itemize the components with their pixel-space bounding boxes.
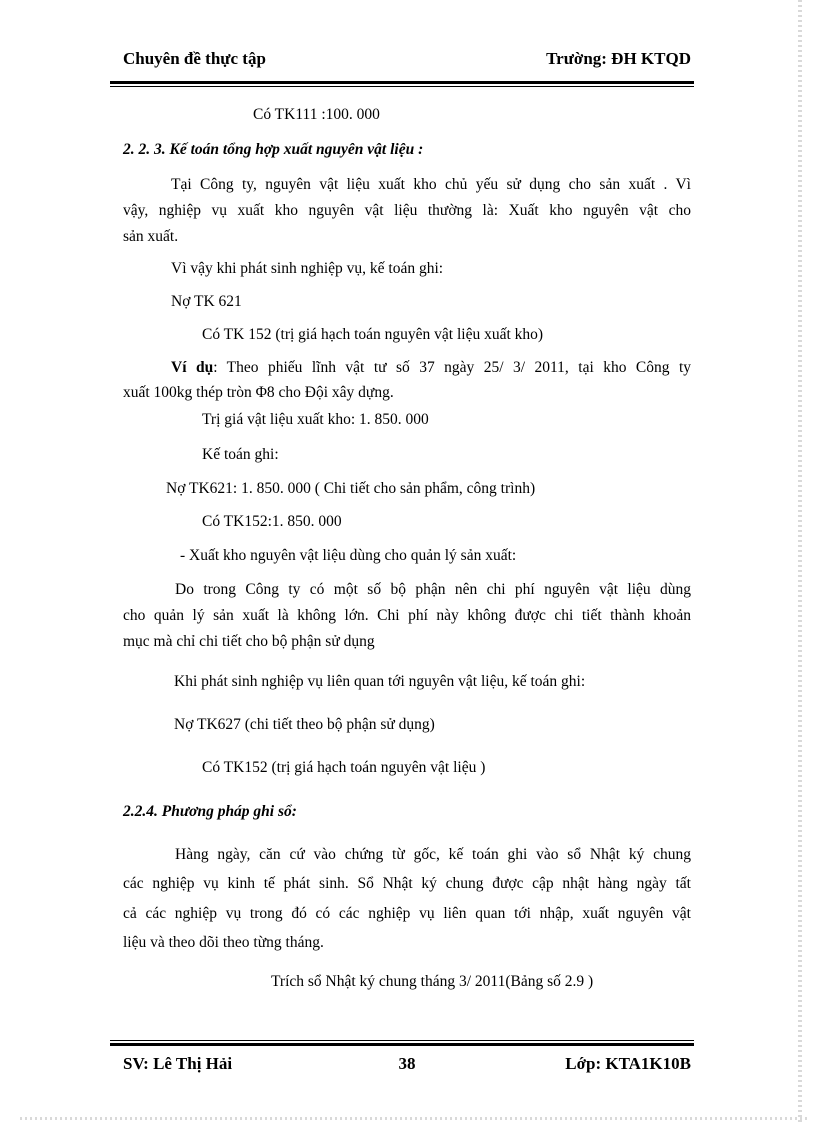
page-number: 38 <box>398 1054 416 1073</box>
body-line: Có TK111 :100. 000 <box>253 106 380 123</box>
body-line: Vì vậy khi phát sinh nghiệp vụ, kế toán ghi: <box>171 260 444 277</box>
example-line <box>123 358 691 378</box>
paragraph-line: sản xuất. <box>123 228 179 245</box>
page-border-bottom <box>20 1117 810 1120</box>
body-line: Có TK152 (trị giá hạch toán nguyên vật liệu ) <box>202 759 486 776</box>
header-left: Chuyên đề thực tập <box>123 49 266 68</box>
table-caption: Trích sổ Nhật ký chung tháng 3/ 2011(Bảng số 2.9 ) <box>271 973 594 990</box>
body-line: Trị giá vật liệu xuất kho: 1. 850. 000 <box>202 411 429 428</box>
header-right: Trường: ĐH KTQD <box>546 49 691 68</box>
body-line: Khi phát sinh nghiệp vụ liên quan tới nguyên vật liệu, kế toán ghi: <box>174 673 586 690</box>
footer-student: SV: Lê Thị Hải <box>123 1054 233 1073</box>
body-line: Có TK152:1. 850. 000 <box>202 513 342 530</box>
body-line: Có TK 152 (trị giá hạch toán nguyên vật liệu xuất kho) <box>202 326 544 343</box>
body-line: Kế toán ghi: <box>202 446 279 463</box>
section-heading: 2. 2. 3. Kế toán tổng hợp xuất nguyên vật liệu : <box>123 141 424 158</box>
footer-rule <box>110 1040 694 1046</box>
paragraph-line: cả các nghiệp vụ trong đó có các nghiệp vụ liên quan tới nhập, xuất nguyên vật <box>123 905 691 922</box>
section-heading: 2.2.4. Phương pháp ghi sổ: <box>123 803 297 820</box>
paragraph-line: cho quản lý sản xuất là không lớn. Chi phí này không được chi tiết thành khoản <box>123 607 691 624</box>
body-line: Nợ TK621: 1. 850. 000 ( Chi tiết cho sản phẩm, công trình) <box>166 480 536 497</box>
footer-class: Lớp: KTA1K10B <box>565 1054 691 1073</box>
paragraph-line: liệu và theo dõi theo từng tháng. <box>123 934 324 951</box>
paragraph-line: mục mà chỉ chi tiết cho bộ phận sử dụng <box>123 633 375 650</box>
paragraph-line: Tại Công ty, nguyên vật liệu xuất kho chủ yếu sử dụng cho sản xuất . Vì <box>171 176 691 193</box>
body-line: Nợ TK627 (chi tiết theo bộ phận sử dụng) <box>174 716 435 733</box>
example-line: xuất 100kg thép tròn Φ8 cho Đội xây dựng. <box>123 384 394 401</box>
paragraph-line: các nghiệp vụ kinh tế phát sinh. Sổ Nhật ký chung được cập nhật hàng ngày tất <box>123 875 691 892</box>
example-label: Ví dụ <box>171 359 214 376</box>
page-border-right <box>798 0 802 1123</box>
body-line: - Xuất kho nguyên vật liệu dùng cho quản lý sản xuất: <box>180 547 517 564</box>
paragraph-line: Hàng ngày, căn cứ vào chứng từ gốc, kế toán ghi vào sổ Nhật ký chung <box>175 846 691 863</box>
paragraph-line: Do trong Công ty có một số bộ phận nên chi phí nguyên vật liệu dùng <box>175 581 691 598</box>
header-rule <box>110 81 694 87</box>
example-text: : Theo phiếu lĩnh vật tư số 37 ngày 25/ 3/ 2011, tại kho Công ty <box>213 359 691 376</box>
paragraph-line: vậy, nghiệp vụ xuất kho nguyên vật liệu thường là: Xuất kho nguyên vật cho <box>123 202 691 219</box>
body-line: Nợ TK 621 <box>171 293 242 310</box>
